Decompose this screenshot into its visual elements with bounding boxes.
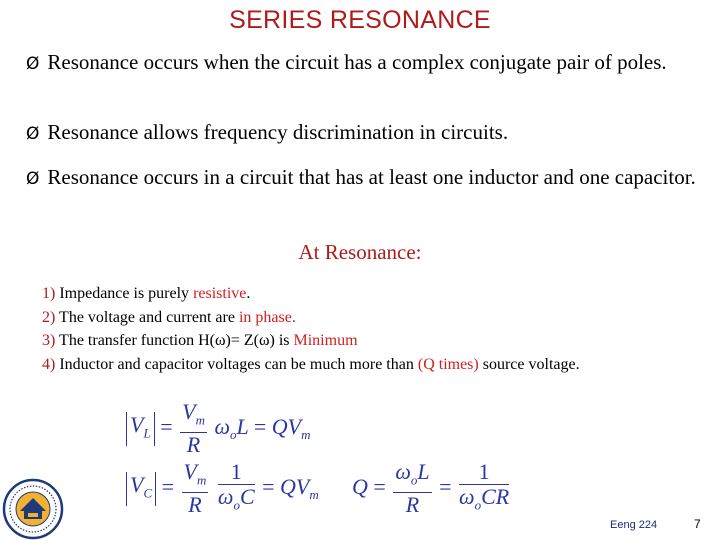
item-number: 3) — [42, 332, 56, 349]
bullet-2-text: Resonance allows frequency discrimination in circuits. — [47, 120, 509, 144]
list-item — [42, 306, 682, 330]
equation-capacitor-voltage: $V_C$ = $\frac{V_m}{R}$ $\frac{1}{\omega_oC}$ = $QV_m$ — [126, 460, 319, 517]
item-highlight: resistive — [193, 285, 247, 302]
item-number: 1) — [42, 285, 56, 302]
university-seal-logo — [2, 478, 64, 540]
item-number: 4) — [42, 355, 56, 373]
list-item — [42, 353, 682, 377]
item-number: 2) — [42, 308, 56, 326]
list-item — [42, 329, 682, 353]
bullet-3-text: Resonance occurs in a circuit that has at least one inductor and one capacitor. — [47, 165, 696, 189]
item-suffix: . — [246, 285, 251, 302]
bullet-1 — [26, 48, 698, 79]
fraction-1-woc: $\frac{1}{\omega_oC}$ — [217, 459, 255, 513]
item-text: Impedance is purely — [59, 285, 190, 302]
fraction-vm-r: $\frac{V_m}{R}$ — [183, 459, 207, 518]
resonance-properties-list — [42, 282, 682, 376]
item-highlight: (Q times) — [417, 355, 479, 373]
fraction-wol-r: $\frac{\omega_oL}{R}$ — [395, 459, 430, 518]
item-text: The voltage and current are — [59, 308, 235, 326]
fraction-vm-r: $\frac{V_m}{R}$ — [182, 399, 205, 458]
abs-vc: $V_C$ — [126, 472, 156, 506]
arrow-bullet-icon: Ø — [26, 124, 40, 144]
item-suffix: source voltage. — [482, 355, 580, 373]
page-number: 7 — [694, 517, 701, 531]
slide-title: SERIES RESONANCE — [229, 6, 491, 34]
list-item — [42, 282, 682, 306]
fraction-1-wocr: $\frac{1}{\omega_oCR}$ — [459, 459, 510, 513]
bullet-2 — [26, 118, 698, 149]
arrow-bullet-icon: Ø — [26, 169, 40, 189]
bullet-1-text: Resonance occurs when the circuit has a complex conjugate pair of poles. — [47, 50, 667, 74]
item-highlight: Minimum — [293, 332, 358, 349]
item-highlight: in phase. — [238, 308, 296, 326]
arrow-bullet-icon: Ø — [26, 54, 40, 74]
equation-inductor-voltage: $V_L$ = $\frac{V_m}{R}$ $\omega_oL = QV_m$ — [126, 400, 310, 457]
equation-quality-factor: Q = $\frac{\omega_oL}{R}$ = $\frac{1}{\omega_oCR}$ — [352, 459, 510, 518]
at-resonance-heading: At Resonance: — [298, 240, 422, 264]
item-text: The transfer function H(ω)= Z(ω) is — [59, 332, 290, 349]
item-text: Inductor and capacitor voltages can be much more than — [59, 355, 414, 373]
abs-vl: $V_L$ — [126, 412, 155, 446]
footer-course-code: Eeng 224 — [610, 519, 658, 531]
bullet-3 — [26, 163, 698, 194]
